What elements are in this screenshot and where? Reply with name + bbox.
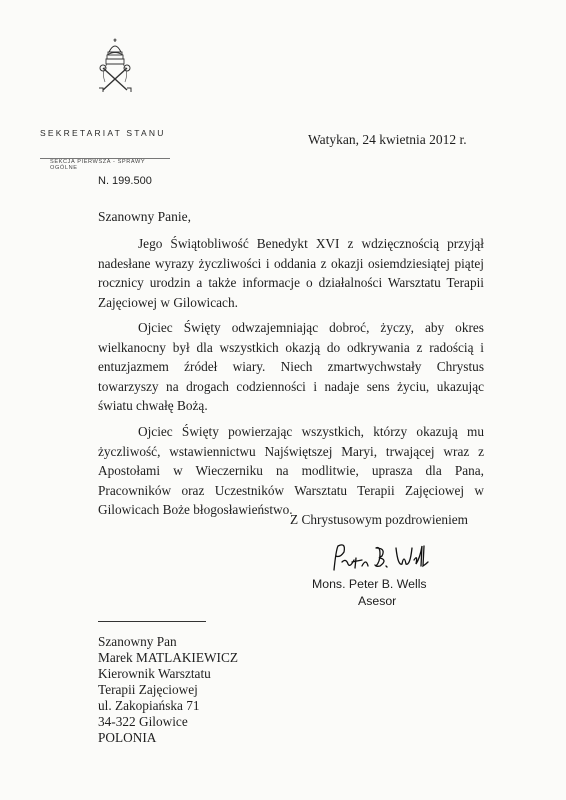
reference-number: N. 199.500: [98, 175, 152, 187]
signer-name: Mons. Peter B. Wells: [312, 577, 427, 591]
recipient-address: [98, 634, 238, 746]
address-line: Kierownik Warsztatu: [98, 666, 211, 681]
address-line: 34-322 Gilowice: [98, 714, 188, 729]
address-line: POLONIA: [98, 730, 157, 745]
body-paragraph: Ojciec Święty odwzajemniając dobroć, życzy, aby okres wielkanocny był dla wszystkich okazją do odkrywania z radością i entuzjazmem źródeł wiary. Niech zmartwychwstały Chrystus towarzyszy na drogach codzienności i nadaje sens życiu, ukazując światu chwałę Bożą.: [98, 320, 484, 414]
handwritten-signature: [328, 540, 438, 580]
body-paragraph: Jego Świątobliwość Benedykt XVI z wdzięcznością przyjął nadesłane wyrazy życzliwości i oddania z okazji osiemdziesiątej piątej rocznicy urodzin a także informacje o działalności Warsztatu Terapii Zajęciowej w Gilowicach.: [98, 236, 484, 310]
address-line: ul. Zakopiańska 71: [98, 698, 200, 713]
body-paragraph: Ojciec Święty powierzając wszystkich, którzy okazują mu życzliwość, wstawiennictwu Najświętszej Maryi, trwającej wraz z Apostołami w Wieczerniku na modlitwie, uprasza dla Pana, Pracowników oraz Uczestników Warsztatu Terapii Zajęciowej w Gilowicach Boże błogosławieństwo.: [98, 424, 484, 518]
signer-title: Asesor: [358, 594, 397, 608]
letterhead: [40, 38, 190, 171]
address-line: Terapii Zajęciowej: [98, 682, 198, 697]
closing: Z Chrystusowym pozdrowieniem: [290, 512, 469, 527]
address-line: Marek MATLAKIEWICZ: [98, 650, 238, 665]
papal-coat-of-arms-icon: [95, 38, 135, 94]
letterhead-title: SEKRETARIAT STANU: [40, 128, 166, 138]
dateline: Watykan, 24 kwietnia 2012 r.: [308, 132, 467, 147]
address-line: Szanowny Pan: [98, 634, 177, 649]
greeting: Szanowny Panie,: [98, 209, 191, 224]
divider-line: [98, 621, 206, 622]
letterhead-subtitle: SEKCJA PIERWSZA - SPRAWY OGÓLNE: [40, 158, 170, 171]
